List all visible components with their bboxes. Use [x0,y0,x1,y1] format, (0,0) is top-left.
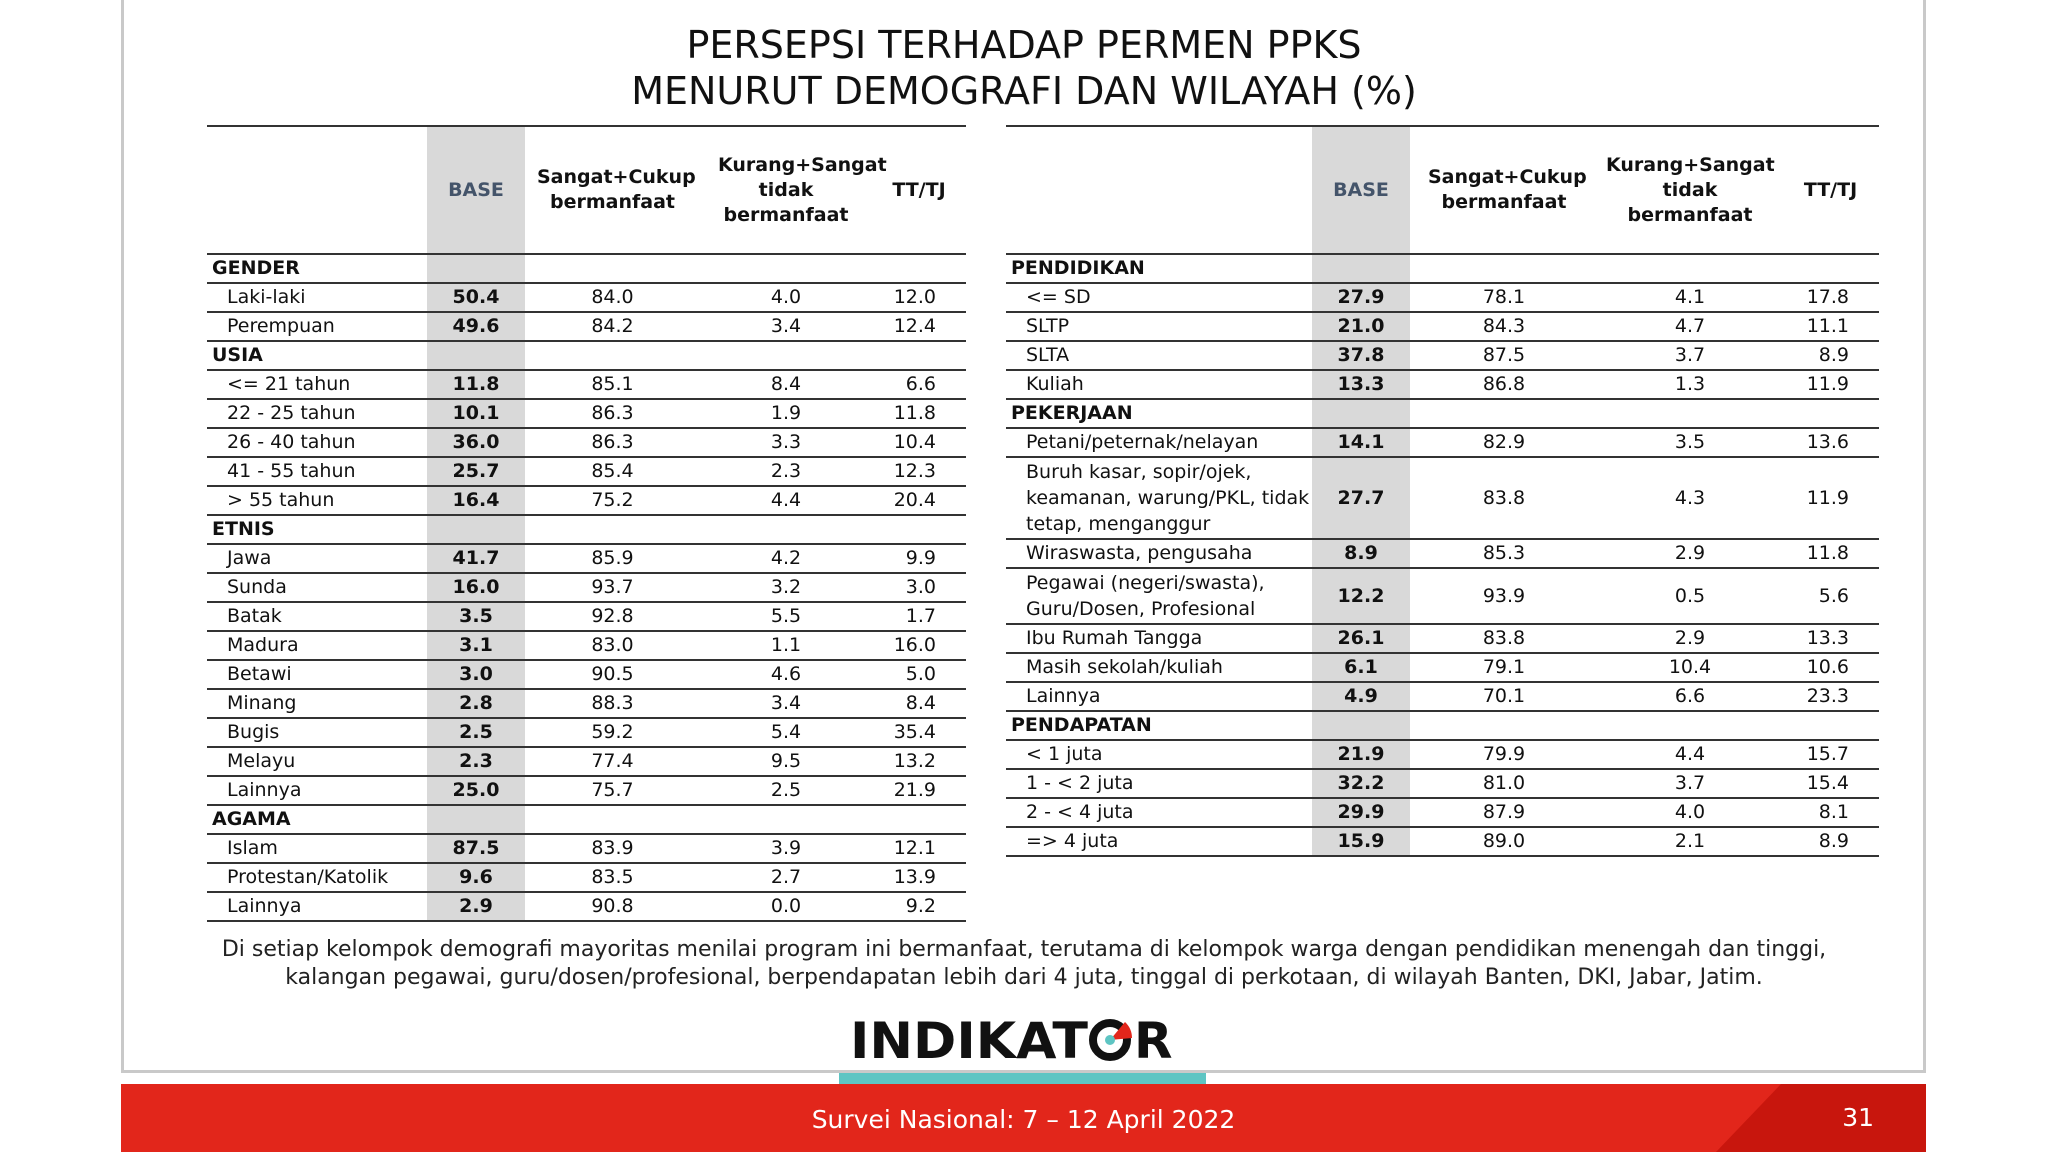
base-value: 11.8 [427,370,525,399]
row-label: Perempuan [207,312,427,341]
not-beneficial-value: 2.9 [1598,539,1782,568]
beneficial-value: 83.8 [1410,457,1598,539]
page-number: 31 [1842,1103,1874,1132]
beneficial-value: 84.2 [525,312,700,341]
base-value: 15.9 [1312,827,1410,856]
empty-cell [525,805,700,834]
tt-tj-value: 3.0 [872,573,966,602]
empty-cell [700,254,872,283]
empty-cell [872,515,966,544]
table-row [1006,283,1879,312]
base-cell [1312,711,1410,740]
beneficial-value: 84.0 [525,283,700,312]
indikator-logo [850,1010,1190,1070]
tt-tj-value: 11.1 [1782,312,1879,341]
summary-note [150,936,1898,992]
beneficial-value: 93.7 [525,573,700,602]
table-row [207,718,966,747]
row-label: < 1 juta [1006,740,1312,769]
base-value: 10.1 [427,399,525,428]
base-cell [1312,399,1410,428]
beneficial-value: 79.9 [1410,740,1598,769]
base-value: 26.1 [1312,624,1410,653]
row-label: <= SD [1006,283,1312,312]
empty-cell [872,341,966,370]
tt-tj-value: 16.0 [872,631,966,660]
table-row [207,689,966,718]
not-beneficial-value: 9.5 [700,747,872,776]
tt-tj-value: 17.8 [1782,283,1879,312]
demographics-table-left [207,125,966,922]
beneficial-value: 81.0 [1410,769,1598,798]
beneficial-value: 88.3 [525,689,700,718]
beneficial-value: 83.8 [1410,624,1598,653]
beneficial-value: 85.3 [1410,539,1598,568]
table-row [207,602,966,631]
table-row [1006,370,1879,399]
table-row [207,834,966,863]
row-label: Lainnya [207,892,427,921]
tt-tj-value: 13.9 [872,863,966,892]
beneficial-value: 75.7 [525,776,700,805]
not-beneficial-value: 2.7 [700,863,872,892]
beneficial-value: 85.1 [525,370,700,399]
tt-tj-value: 11.9 [1782,370,1879,399]
table-row [1006,682,1879,711]
section-row [1006,711,1879,740]
beneficial-value: 78.1 [1410,283,1598,312]
row-label: Ibu Rumah Tangga [1006,624,1312,653]
empty-cell [1410,711,1598,740]
header-beneficial: Sangat+Cukup bermanfaat [1410,126,1598,254]
section-row [207,341,966,370]
row-label: Minang [207,689,427,718]
tt-tj-value: 15.7 [1782,740,1879,769]
footer-bar [121,1084,1926,1152]
not-beneficial-value: 4.0 [1598,798,1782,827]
not-beneficial-value: 4.1 [1598,283,1782,312]
empty-cell [1598,254,1782,283]
base-value: 6.1 [1312,653,1410,682]
row-label: 2 - < 4 juta [1006,798,1312,827]
tt-tj-value: 13.2 [872,747,966,776]
base-value: 3.0 [427,660,525,689]
table-row [1006,428,1879,457]
row-label: SLTP [1006,312,1312,341]
summary-note-line2: kalangan pegawai, guru/dosen/profesional, berpendapatan lebih dari 4 juta, tinggal di perkotaan, di wilayah Banten, DKI, Jabar, Jatim. [285,965,1763,990]
table-row [1006,539,1879,568]
base-cell [427,515,525,544]
row-label: 41 - 55 tahun [207,457,427,486]
row-label: Lainnya [207,776,427,805]
empty-cell [700,515,872,544]
not-beneficial-value: 2.1 [1598,827,1782,856]
tt-tj-value: 13.6 [1782,428,1879,457]
tt-tj-value: 8.9 [1782,341,1879,370]
table-row [1006,624,1879,653]
not-beneficial-value: 5.4 [700,718,872,747]
tt-tj-value: 23.3 [1782,682,1879,711]
not-beneficial-value: 3.7 [1598,341,1782,370]
footer-survey-date: Survei Nasional: 7 – 12 April 2022 [811,1105,1236,1134]
tt-tj-value: 21.9 [872,776,966,805]
section-label: USIA [207,341,427,370]
not-beneficial-value: 2.3 [700,457,872,486]
beneficial-value: 90.5 [525,660,700,689]
base-value: 49.6 [427,312,525,341]
tt-tj-value: 10.4 [872,428,966,457]
row-label: Melayu [207,747,427,776]
not-beneficial-value: 3.3 [700,428,872,457]
tt-tj-value: 12.4 [872,312,966,341]
not-beneficial-value: 4.3 [1598,457,1782,539]
header-empty [207,126,427,254]
beneficial-value: 92.8 [525,602,700,631]
base-value: 29.9 [1312,798,1410,827]
section-label: PEKERJAAN [1006,399,1312,428]
tt-tj-value: 15.4 [1782,769,1879,798]
table-row [1006,740,1879,769]
base-value: 41.7 [427,544,525,573]
empty-cell [525,341,700,370]
beneficial-value: 83.5 [525,863,700,892]
empty-cell [1410,399,1598,428]
tt-tj-value: 11.9 [1782,457,1879,539]
row-label: Sunda [207,573,427,602]
table-row [207,544,966,573]
row-label: <= 21 tahun [207,370,427,399]
tt-tj-value: 35.4 [872,718,966,747]
not-beneficial-value: 1.9 [700,399,872,428]
row-label: 1 - < 2 juta [1006,769,1312,798]
tt-tj-value: 11.8 [872,399,966,428]
base-value: 2.5 [427,718,525,747]
header-tt-tj: TT/TJ [872,126,966,254]
header-beneficial: Sangat+Cukup bermanfaat [525,126,700,254]
beneficial-value: 87.9 [1410,798,1598,827]
not-beneficial-value: 3.4 [700,312,872,341]
tt-tj-value: 12.0 [872,283,966,312]
beneficial-value: 75.2 [525,486,700,515]
header-base: BASE [427,126,525,254]
base-value: 36.0 [427,428,525,457]
beneficial-value: 93.9 [1410,568,1598,624]
row-label: > 55 tahun [207,486,427,515]
table-row [207,399,966,428]
tt-tj-value: 9.9 [872,544,966,573]
not-beneficial-value: 3.2 [700,573,872,602]
table-row [207,370,966,399]
page-title-line1: PERSEPSI TERHADAP PERMEN PPKS [686,23,1362,67]
row-label: Jawa [207,544,427,573]
header-tt-tj: TT/TJ [1782,126,1879,254]
base-value: 27.7 [1312,457,1410,539]
beneficial-value: 85.4 [525,457,700,486]
row-label: Bugis [207,718,427,747]
base-value: 12.2 [1312,568,1410,624]
empty-cell [1782,399,1879,428]
table-row [207,457,966,486]
row-label: 26 - 40 tahun [207,428,427,457]
table-row [1006,341,1879,370]
base-value: 4.9 [1312,682,1410,711]
table-row [207,863,966,892]
table-row [207,892,966,921]
tt-tj-value: 5.0 [872,660,966,689]
empty-cell [1410,254,1598,283]
base-value: 87.5 [427,834,525,863]
empty-cell [1782,711,1879,740]
right-table-body [1006,254,1879,856]
not-beneficial-value: 5.5 [700,602,872,631]
section-row [1006,254,1879,283]
empty-cell [1782,254,1879,283]
row-label: Betawi [207,660,427,689]
beneficial-value: 82.9 [1410,428,1598,457]
row-label: Laki-laki [207,283,427,312]
not-beneficial-value: 1.1 [700,631,872,660]
table-row [207,312,966,341]
table-row [207,428,966,457]
tt-tj-value: 12.3 [872,457,966,486]
beneficial-value: 85.9 [525,544,700,573]
base-value: 37.8 [1312,341,1410,370]
summary-note-line1: Di setiap kelompok demografi mayoritas menilai program ini bermanfaat, terutama di kelompok warga dengan pendidikan menengah dan tinggi, [221,937,1827,962]
beneficial-value: 86.8 [1410,370,1598,399]
beneficial-value: 86.3 [525,399,700,428]
empty-cell [872,254,966,283]
table-row [1006,457,1879,539]
not-beneficial-value: 3.4 [700,689,872,718]
base-value: 21.0 [1312,312,1410,341]
section-row [207,254,966,283]
base-value: 16.0 [427,573,525,602]
not-beneficial-value: 4.4 [1598,740,1782,769]
row-label: Madura [207,631,427,660]
not-beneficial-value: 3.9 [700,834,872,863]
base-value: 21.9 [1312,740,1410,769]
table-row [207,631,966,660]
beneficial-value: 77.4 [525,747,700,776]
base-value: 27.9 [1312,283,1410,312]
tt-tj-value: 6.6 [872,370,966,399]
not-beneficial-value: 10.4 [1598,653,1782,682]
tt-tj-value: 13.3 [1782,624,1879,653]
base-cell [427,254,525,283]
table-row [1006,769,1879,798]
base-value: 2.9 [427,892,525,921]
header-not-beneficial: Kurang+Sangat tidak bermanfaat [1598,126,1782,254]
empty-cell [525,515,700,544]
beneficial-value: 83.0 [525,631,700,660]
row-label: Pegawai (negeri/swasta), Guru/Dosen, Profesional [1006,568,1312,624]
not-beneficial-value: 1.3 [1598,370,1782,399]
row-label: Kuliah [1006,370,1312,399]
not-beneficial-value: 2.9 [1598,624,1782,653]
base-value: 16.4 [427,486,525,515]
beneficial-value: 83.9 [525,834,700,863]
not-beneficial-value: 4.7 [1598,312,1782,341]
tt-tj-value: 1.7 [872,602,966,631]
table-row [1006,827,1879,856]
base-value: 25.7 [427,457,525,486]
logo-o-mark [1093,1022,1132,1057]
not-beneficial-value: 4.4 [700,486,872,515]
header-base: BASE [1312,126,1410,254]
row-label: Protestan/Katolik [207,863,427,892]
row-label: Petani/peternak/nelayan [1006,428,1312,457]
base-value: 3.1 [427,631,525,660]
section-row [207,805,966,834]
section-label: AGAMA [207,805,427,834]
page-title-line2: MENURUT DEMOGRAFI DAN WILAYAH (%) [631,69,1417,113]
section-row [1006,399,1879,428]
table-row [1006,568,1879,624]
empty-cell [1598,711,1782,740]
logo-text-part1: INDIKAT [850,1012,1088,1070]
tt-tj-value: 8.1 [1782,798,1879,827]
not-beneficial-value: 4.2 [700,544,872,573]
table-row [1006,653,1879,682]
section-label: GENDER [207,254,427,283]
table-row [207,660,966,689]
not-beneficial-value: 3.7 [1598,769,1782,798]
section-label: ETNIS [207,515,427,544]
base-value: 25.0 [427,776,525,805]
table-row [1006,312,1879,341]
base-value: 2.8 [427,689,525,718]
row-label: Wiraswasta, pengusaha [1006,539,1312,568]
empty-cell [700,341,872,370]
row-label: Batak [207,602,427,631]
not-beneficial-value: 0.0 [700,892,872,921]
beneficial-value: 87.5 [1410,341,1598,370]
not-beneficial-value: 4.0 [700,283,872,312]
not-beneficial-value: 3.5 [1598,428,1782,457]
tt-tj-value: 8.4 [872,689,966,718]
beneficial-value: 90.8 [525,892,700,921]
logo-text-part2: R [1134,1012,1173,1070]
tt-tj-value: 8.9 [1782,827,1879,856]
tt-tj-value: 12.1 [872,834,966,863]
base-cell [1312,254,1410,283]
not-beneficial-value: 0.5 [1598,568,1782,624]
empty-cell [525,254,700,283]
table-row [207,486,966,515]
row-label: Lainnya [1006,682,1312,711]
beneficial-value: 84.3 [1410,312,1598,341]
row-label: SLTA [1006,341,1312,370]
beneficial-value: 59.2 [525,718,700,747]
table-row [207,747,966,776]
row-label: Masih sekolah/kuliah [1006,653,1312,682]
table-row [207,776,966,805]
not-beneficial-value: 4.6 [700,660,872,689]
beneficial-value: 70.1 [1410,682,1598,711]
beneficial-value: 89.0 [1410,827,1598,856]
base-cell [427,805,525,834]
header-empty [1006,126,1312,254]
section-label: PENDAPATAN [1006,711,1312,740]
not-beneficial-value: 2.5 [700,776,872,805]
not-beneficial-value: 8.4 [700,370,872,399]
empty-cell [700,805,872,834]
base-value: 9.6 [427,863,525,892]
empty-cell [1598,399,1782,428]
row-label: 22 - 25 tahun [207,399,427,428]
base-value: 3.5 [427,602,525,631]
beneficial-value: 86.3 [525,428,700,457]
base-value: 2.3 [427,747,525,776]
base-value: 8.9 [1312,539,1410,568]
tt-tj-value: 11.8 [1782,539,1879,568]
base-cell [427,341,525,370]
header-not-beneficial: Kurang+Sangat tidak bermanfaat [700,126,872,254]
table-row [1006,798,1879,827]
tt-tj-value: 9.2 [872,892,966,921]
left-table-body [207,254,966,921]
section-label: PENDIDIKAN [1006,254,1312,283]
demographics-table-right [1006,125,1879,857]
base-value: 13.3 [1312,370,1410,399]
table-row [207,573,966,602]
row-label: => 4 juta [1006,827,1312,856]
base-value: 50.4 [427,283,525,312]
row-label: Islam [207,834,427,863]
tt-tj-value: 10.6 [1782,653,1879,682]
not-beneficial-value: 6.6 [1598,682,1782,711]
base-value: 32.2 [1312,769,1410,798]
base-value: 14.1 [1312,428,1410,457]
empty-cell [872,805,966,834]
beneficial-value: 79.1 [1410,653,1598,682]
table-row [207,283,966,312]
row-label: Buruh kasar, sopir/ojek, keamanan, warung/PKL, tidak tetap, menganggur [1006,457,1312,539]
tt-tj-value: 5.6 [1782,568,1879,624]
tt-tj-value: 20.4 [872,486,966,515]
section-row [207,515,966,544]
